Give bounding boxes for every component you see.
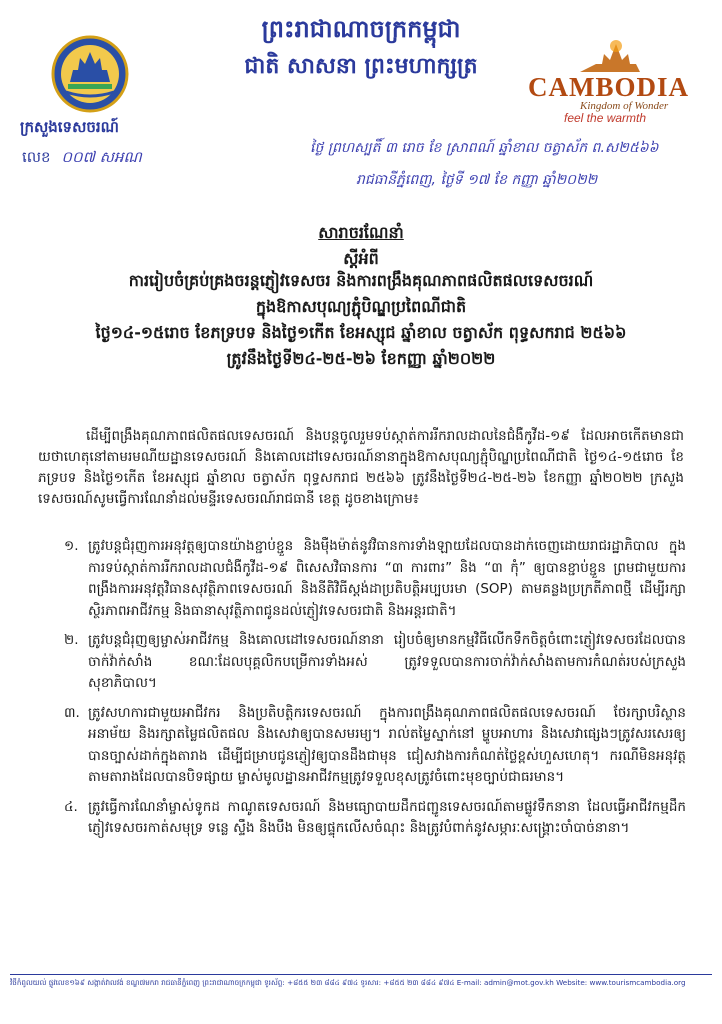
subject-line: ត្រូវនឹងថ្ងៃទី២៤-២៥-២៦ ខែកញ្ញា ឆ្នាំ២០២២ (226, 349, 496, 368)
subject-line: ក្នុងឱកាសបុណ្យភ្ជុំបិណ្ឌប្រពៃណីជាតិ (255, 297, 467, 316)
gregorian-date: រាជធានីភ្នំពេញ, ថ្ងៃទី ១៧ ខែ កញ្ញា ឆ្នាំ២០២២ (356, 172, 598, 188)
footer-divider (10, 974, 712, 975)
subject-block (60, 268, 662, 372)
directive-item (64, 630, 686, 695)
subject-line: ការរៀបចំគ្រប់គ្រងចរន្តភ្ញៀវទេសចរ និងការពង្រឹងគុណភាពផលិតផលទេសចរណ៍ (128, 271, 594, 290)
intro-paragraph (38, 426, 684, 516)
subject-line: ថ្ងៃ១៤-១៥រោច ខែភទ្របទ និងថ្ងៃ១កើត ខែអស្សុជ ឆ្នាំខាល ចត្វាស័ក ពុទ្ធសករាជ ២៥៦៦ (95, 323, 627, 342)
kingdom-heading: ព្រះរាជាណាចក្រកម្ពុជា (261, 14, 461, 43)
item-number: ២. (64, 632, 79, 648)
document-type-title: សារាចរណែនាំ (318, 223, 404, 242)
cambodia-brand-wordmark: CAMBODIA (528, 72, 689, 102)
ministry-name: ក្រសួងទេសចរណ៍ (20, 118, 119, 136)
ministry-seal-logo (50, 34, 130, 114)
reference-label: លេខ (22, 148, 51, 166)
item-text: ត្រូវបន្តជំរុញឲ្យម្ចាស់អាជីវកម្ម និងគោលដៅទេសចរណ៍នានា រៀបចំឲ្យមានកម្មវិធីលើកទឹកចិត្តចំពោះភ្ញៀវទេសចរដែលបានចាក់វ៉ាក់សាំង ខណៈដែលបុគ្គលិកបម្រើការទាំងអស់ ត្រូវទទួលបានការចាក់វ៉ាក់សាំងតាមការកំណត់របស់ក្រសួងសុខាភិបាល។ (88, 632, 686, 691)
lunar-date: ថ្ងៃ ព្រហស្បតិ៍ ៣ រោច ខែ ស្រាពណ៍ ឆ្នាំខាល ចត្វាស័ក ព.ស២៥៦៦ (310, 140, 659, 156)
item-text: ត្រូវធ្វើការណែនាំម្ចាស់ទូកដ កាណូតទេសចរណ៍ និងមធ្យោបាយដឹកជញ្ជូនទេសចរណ៍តាមផ្លូវទឹកនានា ដែលធ្វើអាជីវកម្មដឹកភ្ញៀវទេសចរកាត់សមុទ្រ ទន្លេ ស្ទឹង និងបឹង មិនឲ្យផ្ទុកលើសចំណុះ និងត្រូវបំពាក់នូវសម្ភារៈសង្គ្រោះចាំបាច់នានា។ (88, 798, 686, 836)
directive-item (64, 797, 686, 840)
item-number: ៣. (64, 704, 80, 721)
reference-number (22, 148, 142, 170)
brand-tagline: feel the warmth (564, 111, 647, 125)
subject-label: ស្តីអំពី (343, 249, 379, 268)
intro-text: ដើម្បីពង្រឹងគុណភាពផលិតផលទេសចរណ៍ និងបន្តចូលរួមទប់ស្កាត់ការរីករាលដាលនៃជំងឺកូវីដ-១៩ ដែលអាចកើតមានជាយថាហេតុនៅតាមរមណីយដ្ឋានទេសចរណ៍ និងគោលដៅទេសចរណ៍នានាក្នុងឱកាសបុណ្យភ្ជុំបិណ្ឌប្រពៃណីជាតិ ថ្ងៃ១៤-១៥រោច ខែភទ្របទ និងថ្ងៃ១កើត ខែអស្សុជ ឆ្នាំខាល ចត្វាស័ក ពុទ្ធសករាជ ២៥៦៦ ត្រូវនឹងថ្ងៃទី២៤-២៥-២៦ ខែកញ្ញា ឆ្នាំ២០២២ ក្រសួងទេសចរណ៍សូមធ្វើការណែនាំដល់មន្ទីរទេសចរណ៍រាជធានី ខេត្ត ដូចខាងក្រោម៖ (38, 428, 684, 507)
item-number: ៤. (64, 798, 78, 815)
item-number: ១. (64, 538, 79, 554)
reference-value: ០០៧ សអណ (61, 148, 142, 166)
directive-list (64, 536, 686, 848)
footer-contact: វិថីកំពូលយល់ ផ្លូវលេខ១៦៩ សង្កាត់វាលវង់ ខណ្ឌ៧មករា រាជធានីភ្នំពេញ ព្រះរាជាណាចក្រកម្ពុជា ទូរស័ព្ទ: +៨៥៥ ២៣ ៨៨៤ ៩៧៤ ទូរសារ: +៨៥៥ ២៣ ៨៨៤ ៩៧៤ E-mail: admin@mot.gov.kh Website: www.tourismcambodia.org (10, 978, 686, 987)
item-text: ត្រូវបន្តជំរុញការអនុវត្តឲ្យបានយ៉ាងខ្ជាប់ខ្ជួន និងម៉ឺងម៉ាត់នូវវិធានការទាំងឡាយដែលបានដាក់ចេញដោយរាជរដ្ឋាភិបាល ក្នុងការទប់ស្កាត់ការរីករាលដាលជំងឺកូវីដ-១៩ ពិសេសវិធានការ “៣ ការពារ” និង “៣ កុំ” ឲ្យបានខ្ជាប់ខ្ជួន ព្រមជាមួយការពង្រឹងការអនុវត្តវិធានសុវត្ថិភាពទេសចរណ៍ និងនីតិវិធីស្តង់ដាប្រតិបត្តិអប្បបរមា (SOP) តាមគន្លងប្រក្រតីភាពថ្មី ដើម្បីរក្សាស្ថិរភាពអាជីវកម្ម និងធានាសុវត្ថិភាពជូនដល់ភ្ញៀវទេសចរជាតិ និងអន្តរជាតិ។ (88, 538, 686, 619)
brand-kingdom-of-wonder: Kingdom of Wonder (580, 100, 669, 112)
directive-item (64, 703, 686, 789)
national-motto: ជាតិ សាសនា ព្រះមហាក្សត្រ (244, 53, 478, 79)
item-text: ត្រូវសហការជាមួយអាជីវករ និងប្រតិបត្តិករទេសចរណ៍ ក្នុងការពង្រឹងគុណភាពផលិតផលទេសចរណ៍ ថែរក្សាបរិស្ថាន អនាម័យ និងរក្សាតម្លៃផលិតផល និងសេវាឲ្យបានសមរម្យ។ រាល់តម្លៃស្នាក់នៅ ម្ហូបអាហារ និងសេវាផ្សេងៗត្រូវសរសេរឲ្យបានច្បាស់ដាក់ក្នុងតារាង ដើម្បីជម្រាបជូនភ្ញៀវឲ្យបានដឹងជាមុន ជៀសវាងការកំណត់ថ្លៃខ្ពស់ហួសហេតុ។ ករណីមិនអនុវត្តតាមតារាងដែលបានបិទផ្សាយ ម្ចាស់មូលដ្ឋានអាជីវកម្មត្រូវទទួលខុសត្រូវចំពោះមុខច្បាប់ជាធរមាន។ (88, 704, 686, 785)
directive-item (64, 536, 686, 622)
